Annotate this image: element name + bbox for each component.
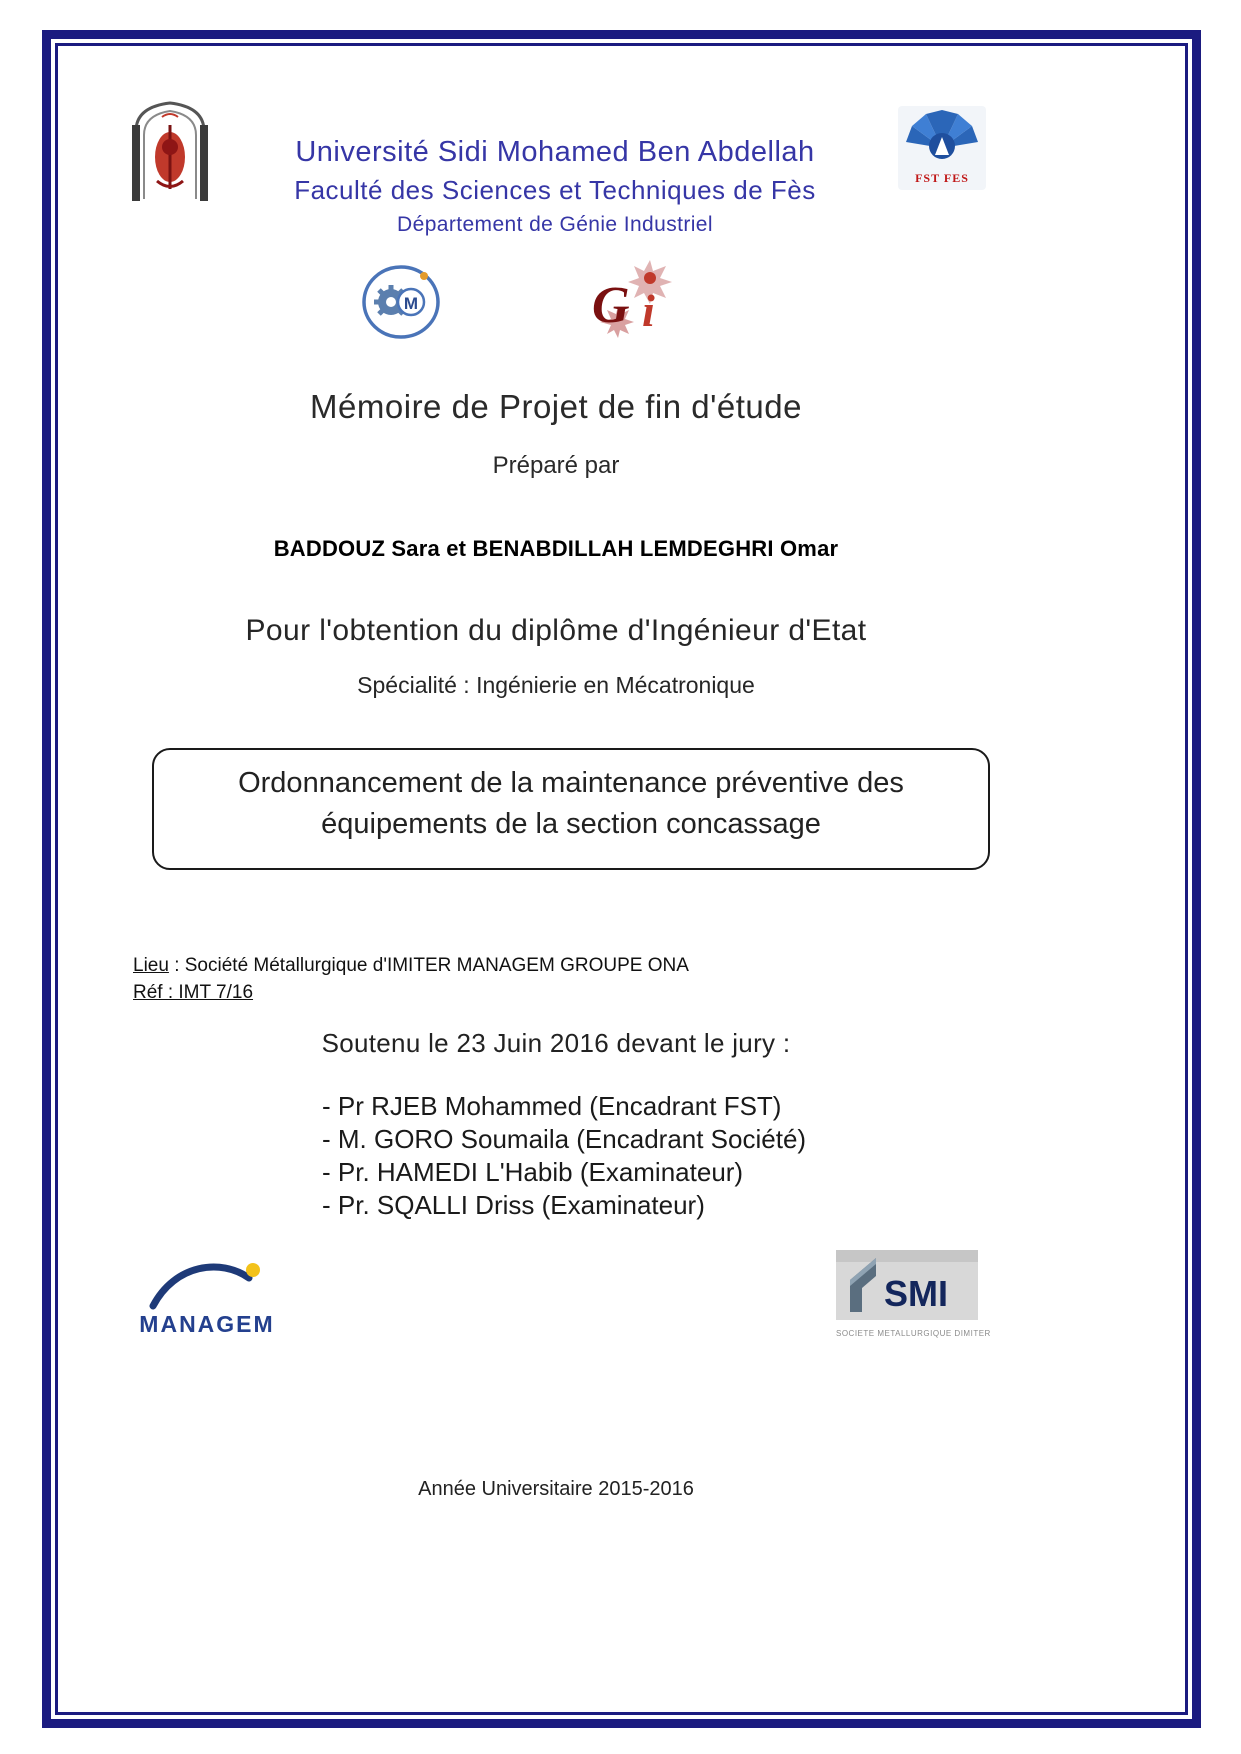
smi-logo-icon bbox=[836, 1250, 978, 1322]
smi-logo-block bbox=[836, 1250, 991, 1346]
university-name: Université Sidi Mohamed Ben Abdellah bbox=[295, 136, 815, 168]
academic-year: Année Universitaire 2015-2016 bbox=[418, 1478, 694, 1500]
fst-fes-logo-icon bbox=[898, 106, 986, 190]
department-name: Département de Génie Industriel bbox=[397, 213, 713, 236]
prepared-by-label: Préparé par bbox=[492, 452, 620, 479]
header-block bbox=[205, 136, 905, 237]
specialty-line: Spécialité : Ingénierie en Mécatronique bbox=[357, 672, 755, 698]
faculty-name: Faculté des Sciences et Techniques de Fès bbox=[294, 175, 816, 205]
jury-item: - Pr. SQALLI Driss (Examinateur) bbox=[322, 1190, 705, 1220]
fst-caption-text: FST FES bbox=[915, 171, 969, 185]
authors-line: BADDOUZ Sara et BENABDILLAH LEMDEGHRI Omar bbox=[273, 536, 839, 561]
jury-item: - Pr. HAMEDI L'Habib (Examinateur) bbox=[322, 1157, 744, 1187]
document-type-title: Mémoire de Projet de fin d'étude bbox=[310, 388, 802, 425]
subject-box bbox=[152, 748, 990, 870]
jury-list bbox=[322, 1090, 806, 1222]
mechatronics-gear-logo-icon bbox=[360, 263, 442, 341]
smi-caption: SOCIETE METALLURGIQUE DIMITER bbox=[836, 1329, 991, 1338]
managem-wordmark: MANAGEM bbox=[139, 1311, 275, 1337]
gear-m-letter: M bbox=[403, 294, 419, 313]
university-emblem-icon bbox=[128, 94, 212, 204]
gi-letter-i: i bbox=[642, 285, 655, 336]
location-block bbox=[133, 953, 689, 1006]
lieu-label: Lieu bbox=[133, 955, 169, 976]
subject-title: Ordonnancement de la maintenance préventive des équipements de la section concassage bbox=[238, 767, 904, 840]
smi-wordmark: SMI bbox=[884, 1273, 949, 1314]
degree-line: Pour l'obtention du diplôme d'Ingénieur d'Etat bbox=[245, 614, 867, 647]
managem-logo-icon bbox=[133, 1248, 281, 1340]
jury-item: - Pr RJEB Mohammed (Encadrant FST) bbox=[322, 1091, 782, 1121]
lieu-value: : Société Métallurgique d'IMITER MANAGEM GROUPE ONA bbox=[168, 955, 689, 976]
lieu-line bbox=[133, 953, 689, 980]
jury-item: - M. GORO Soumaila (Encadrant Société) bbox=[322, 1124, 807, 1154]
ref-line bbox=[133, 980, 689, 1007]
gi-letter-g: G bbox=[592, 277, 630, 334]
defense-intro: Soutenu le 23 Juin 2016 devant le jury : bbox=[321, 1028, 791, 1058]
genie-industriel-gi-logo-icon bbox=[586, 256, 684, 348]
ref-value: Réf : IMT 7/16 bbox=[133, 981, 254, 1003]
